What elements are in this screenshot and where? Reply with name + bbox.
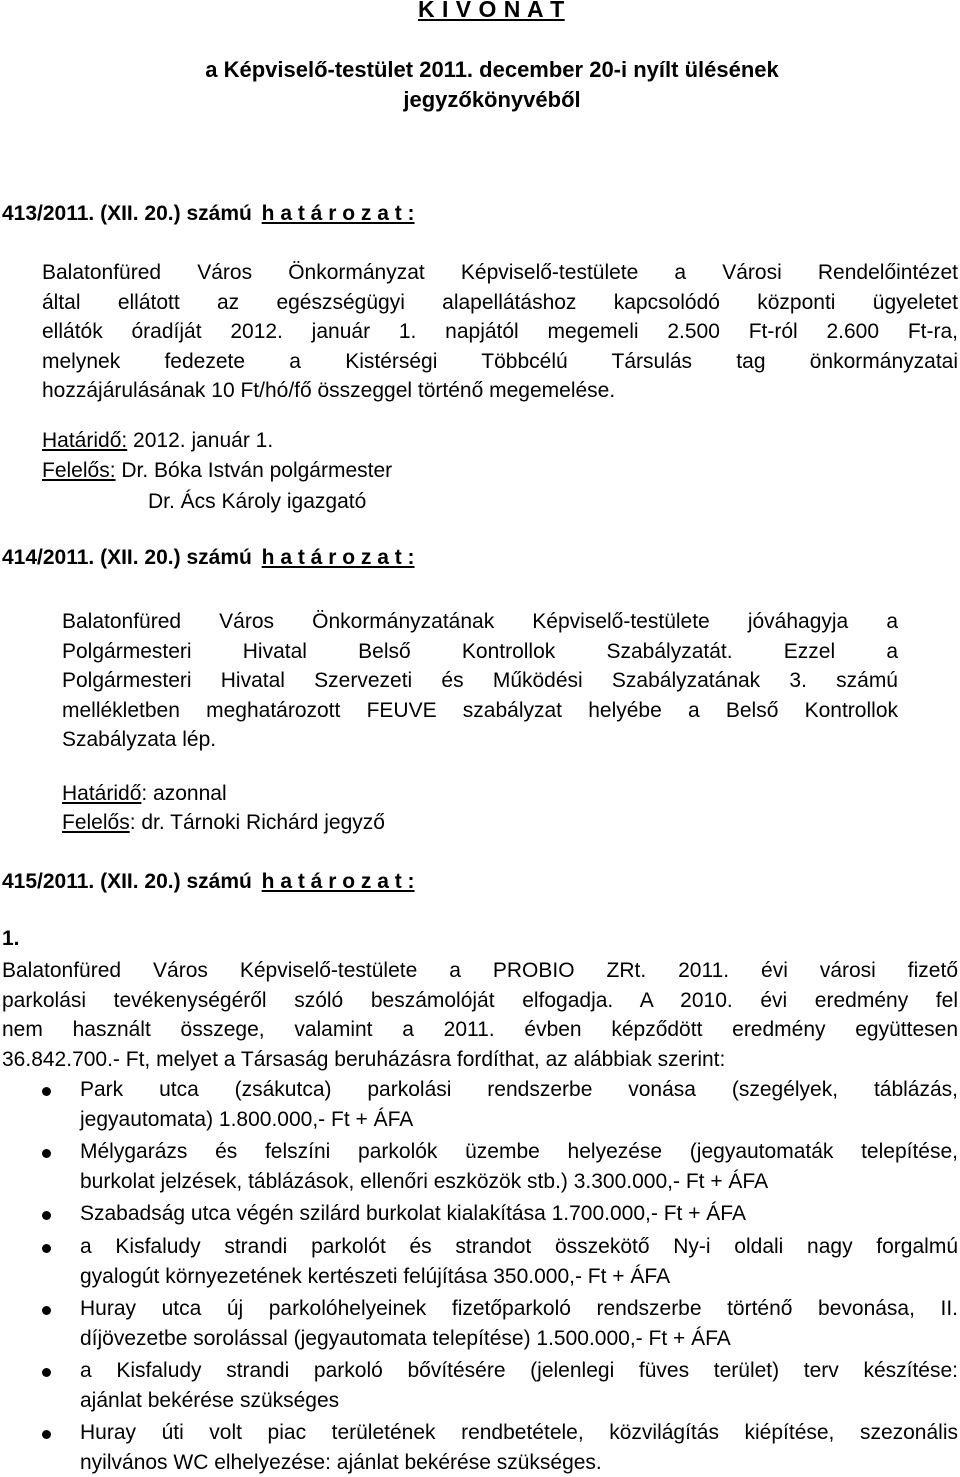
resolution-413-word: h a t á r o z a t :	[262, 202, 415, 225]
resolution-413-line: által ellátott az egészségügyi alapellátáshoz kapcsolódó központi ügyeletet	[42, 288, 958, 318]
resolution-415-heading	[2, 870, 415, 894]
responsible-value: : dr. Tárnoki Richárd jegyző	[130, 811, 385, 834]
deadline-value: 2012. január 1.	[127, 429, 273, 452]
resolution-413-line: hozzájárulásának 10 Ft/hó/fő összeggel történő megemelése.	[42, 376, 958, 406]
document-title: K I V O N A T	[418, 0, 565, 23]
bullet-icon	[42, 1244, 51, 1253]
resolution-413-line: melynek fedezete a Kistérségi Többcélú Társulás tag önkormányzatai	[42, 347, 958, 377]
list-item	[0, 1137, 960, 1196]
resolution-413-line: ellátók óradíját 2012. január 1. napjától megemeli 2.500 Ft-ról 2.600 Ft-ra,	[42, 317, 958, 347]
resolution-414-line: Polgármesteri Hivatal Belső Kontrollok Szabályzatát. Ezzel a	[62, 637, 898, 667]
resolution-414-word: h a t á r o z a t :	[262, 546, 415, 569]
bullet-icon	[42, 1211, 51, 1220]
resolution-414-line: Balatonfüred Város Önkormányzatának Képviselő-testülete jóváhagyja a	[62, 607, 898, 637]
document-subtitle-line1: a Képviselő-testület 2011. december 20-i nyílt ülésének	[12, 57, 960, 83]
list-item-line: a Kisfaludy strandi parkolót és strandot összekötő Ny-i oldali nagy forgalmú	[80, 1232, 958, 1262]
resolution-415-bullet-list	[0, 1075, 960, 1477]
list-item	[0, 1199, 960, 1229]
resolution-415-point-number: 1.	[2, 927, 20, 951]
resolution-415-line: 36.842.700.- Ft, melyet a Társaság beruházásra fordíthat, az alábbiak szerint:	[2, 1045, 958, 1075]
list-item-line: Huray úti volt piac területének rendbetétele, közvilágítás kiépítése, szezonális	[80, 1418, 958, 1448]
resolution-414-number: 414/2011. (XII. 20.) számú	[2, 546, 252, 569]
resolution-414-line: mellékletben meghatározott FEUVE szabályzat helyébe a Belső Kontrollok	[62, 696, 898, 726]
resolution-414-text	[62, 607, 898, 755]
resolution-415-line: Balatonfüred Város Képviselő-testülete a PROBIO ZRt. 2011. évi városi fizető	[2, 956, 958, 986]
list-item-line: a Kisfaludy strandi parkoló bővítésére (jelenlegi füves terület) terv készítése:	[80, 1356, 958, 1386]
resolution-413-deadline	[42, 429, 273, 453]
responsible-label: Felelős	[62, 811, 130, 834]
list-item-line: Huray utca új parkolóhelyeinek fizetőparkoló rendszerbe történő bevonása, II.	[80, 1294, 958, 1324]
bullet-icon	[42, 1430, 51, 1439]
resolution-413-responsible	[42, 459, 392, 483]
resolution-414-heading	[2, 546, 415, 570]
list-item-line: ajánlat bekérése szükséges	[80, 1386, 958, 1416]
list-item-line: jegyautomata) 1.800.000,- Ft + ÁFA	[80, 1105, 958, 1135]
list-item-line: burkolat jelzések, táblázások, ellenőri eszközök stb.) 3.300.000,- Ft + ÁFA	[80, 1167, 958, 1197]
deadline-label: Határidő:	[42, 429, 127, 452]
list-item-line: Park utca (zsákutca) parkolási rendszerbe vonása (szegélyek, táblázás,	[80, 1075, 958, 1105]
deadline-value: : azonnal	[141, 782, 226, 805]
deadline-label: Határidő	[62, 782, 141, 805]
resolution-414-line: Szabályzata lép.	[62, 725, 898, 755]
resolution-414-responsible	[62, 811, 385, 835]
bullet-icon	[42, 1368, 51, 1377]
resolution-413-line: Balatonfüred Város Önkormányzat Képviselő-testülete a Városi Rendelőintézet	[42, 258, 958, 288]
resolution-415-line: nem használt összege, valamint a 2011. évben képződött eredmény együttesen	[2, 1015, 958, 1045]
resolution-414-line: Polgármesteri Hivatal Szervezeti és Működési Szabályzatának 3. számú	[62, 666, 898, 696]
resolution-413-responsible-2: Dr. Ács Károly igazgató	[148, 490, 366, 514]
bullet-icon	[42, 1306, 51, 1315]
list-item-line: Szabadság utca végén szilárd burkolat kialakítása 1.700.000,- Ft + ÁFA	[80, 1199, 958, 1229]
resolution-415-line: parkolási tevékenységéről szóló beszámolóját elfogadja. A 2010. évi eredmény fel	[2, 986, 958, 1016]
list-item	[0, 1294, 960, 1353]
bullet-icon	[42, 1149, 51, 1158]
list-item-line: nyilvános WC elhelyezése: ajánlat bekérése szükséges.	[80, 1448, 958, 1477]
list-item	[0, 1075, 960, 1134]
list-item	[0, 1356, 960, 1415]
list-item-line: Mélygarázs és felszíni parkolók üzembe helyezése (jegyautomaták telepítése,	[80, 1137, 958, 1167]
list-item	[0, 1232, 960, 1291]
list-item-line: díjövezetbe sorolással (jegyautomata telepítése) 1.500.000,- Ft + ÁFA	[80, 1324, 958, 1354]
resolution-415-word: h a t á r o z a t :	[262, 870, 415, 893]
resolution-415-text	[2, 956, 958, 1074]
bullet-icon	[42, 1087, 51, 1096]
list-item-line: gyalogút környezetének kertészeti felújítása 350.000,- Ft + ÁFA	[80, 1262, 958, 1292]
resolution-415-number: 415/2011. (XII. 20.) számú	[2, 870, 252, 893]
resolution-414-deadline	[62, 782, 227, 806]
document-subtitle-line2: jegyzőkönyvéből	[12, 87, 960, 113]
responsible-value: Dr. Bóka István polgármester	[116, 459, 393, 482]
resolution-413-text	[42, 258, 958, 406]
responsible-label: Felelős:	[42, 459, 116, 482]
list-item	[0, 1418, 960, 1477]
resolution-413-heading	[2, 202, 415, 226]
resolution-413-number: 413/2011. (XII. 20.) számú	[2, 202, 252, 225]
